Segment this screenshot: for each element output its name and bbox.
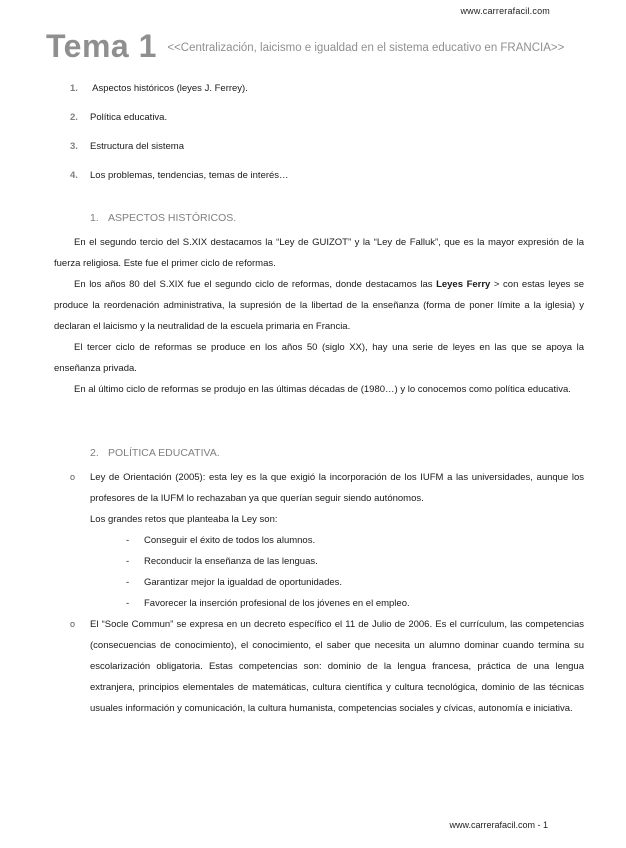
section-number: 1. [90, 212, 99, 224]
toc-item [70, 140, 289, 169]
goals-intro: Los grandes retos que planteaba la Ley son: [90, 514, 278, 525]
toc-item [70, 111, 289, 140]
paragraph: En el segundo tercio del S.XIX destacamos la “Ley de GUIZOT” y la “Ley de Falluk”, que es la mayor expresión de la fuerza religiosa. Este fue el primer ciclo de reformas. [54, 237, 584, 269]
bullet-text: El “Socle Commun” se expresa en un decreto específico el 11 de Julio de 2006. Es el currículum, las competencias (consecuencias de conocimiento), el conocimiento, el saber que necesita un alumno dominar cuando termina su escolarización obligatoria. Estas competencias son: dominio de la lengua francesa, práctica de una lengua extranjera, principios elementales de matemáticas, cultura científica y cultura tecnológica, dominio de las técnicas usuales información y comunicación, la cultura humanista, competencias sociales y cívicas, autonomía e iniciativa. [90, 619, 584, 714]
paragraph-text: En los años 80 del S.XIX fue el segundo ciclo de reformas, donde destacamos las [74, 279, 437, 290]
header-site-url: www.carrerafacil.com [460, 6, 550, 16]
list-item [70, 614, 584, 719]
paragraph: El tercer ciclo de reformas se produce en los años 50 (siglo XX), hay una serie de leyes en las que se apoya la enseñanza privada. [54, 342, 584, 374]
goal-text: Conseguir el éxito de todos los alumnos. [144, 535, 316, 546]
toc-number: 3. [70, 141, 78, 152]
bullet-text: Ley de Orientación (2005): esta ley es la que exigió la incorporación de los IUFM a las universidades, aunque los profesores de la IUFM lo rechazaban ya que querían seguir siendo autónomos. [90, 472, 584, 504]
title-subtitle: <<Centralización, laicismo e igualdad en el sistema educativo en FRANCIA>> [167, 42, 565, 54]
paragraph: En al último ciclo de reformas se produjo en las últimas décadas de (1980…) y lo conocemos como política educativa. [74, 384, 571, 395]
paragraph-text: > con estas leyes se produce la reordenación administrativa, la supresión de la libertad de la enseñanza (forma de poner límite a la iglesia) y declaran el laicismo y la neutralidad de la escuela primaria en Francia. [54, 279, 585, 332]
circle-bullet-icon: o [70, 472, 76, 482]
goal-item [90, 593, 584, 614]
goals-list [90, 530, 584, 614]
dash-bullet: - [126, 535, 130, 546]
toc-item [70, 82, 289, 111]
toc-text: Estructura del sistema [90, 141, 184, 152]
goal-item [90, 530, 584, 551]
politica-bullets [70, 467, 584, 719]
goal-text: Garantizar mejor la igualdad de oportunidades. [144, 577, 343, 588]
title-main: Tema 1 [46, 28, 157, 64]
section-heading-politica [90, 447, 220, 459]
leyes-ferry-bold: Leyes Ferry [436, 279, 491, 290]
toc-number: 1. [70, 83, 78, 94]
table-of-contents [70, 82, 289, 198]
paragraph [54, 274, 584, 337]
goal-text: Favorecer la inserción profesional de los jóvenes en el empleo. [144, 598, 410, 609]
list-item [70, 467, 584, 614]
section-heading-historicos [90, 212, 236, 224]
toc-text: Aspectos históricos (leyes J. Ferrey). [90, 83, 248, 94]
toc-number: 4. [70, 170, 78, 181]
toc-text: Los problemas, tendencias, temas de interés… [90, 170, 289, 181]
circle-bullet-icon: o [70, 619, 76, 629]
goal-item [90, 572, 584, 593]
dash-bullet: - [126, 598, 130, 609]
section-body-historicos [54, 232, 584, 400]
toc-item [70, 169, 289, 198]
page-title [46, 28, 564, 65]
goal-item [90, 551, 584, 572]
goal-text: Reconducir la enseñanza de las lenguas. [144, 556, 318, 567]
footer-site-page: www.carrerafacil.com - 1 [449, 820, 548, 830]
section-title: POLÍTICA EDUCATIVA. [108, 447, 220, 459]
dash-bullet: - [126, 556, 130, 567]
dash-bullet: - [126, 577, 130, 588]
toc-number: 2. [70, 112, 78, 123]
section-title: ASPECTOS HISTÓRICOS. [108, 212, 237, 224]
toc-text: Política educativa. [90, 112, 168, 123]
section-number: 2. [90, 447, 99, 459]
